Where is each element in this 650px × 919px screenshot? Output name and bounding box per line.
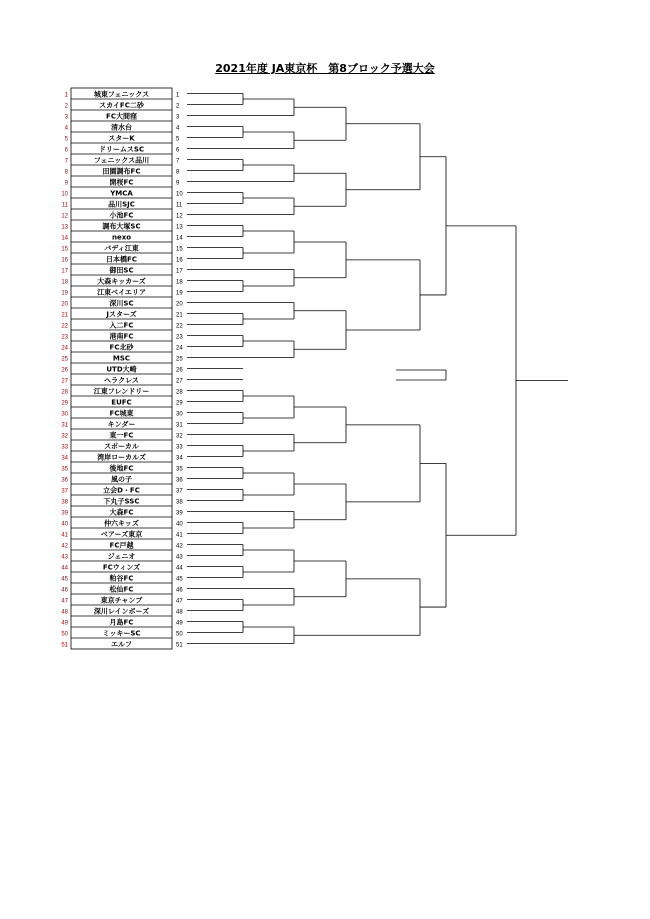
- team-number-left: 1: [64, 92, 68, 99]
- team-name: 品川SJC: [108, 200, 135, 209]
- team-number-right: 48: [176, 609, 183, 616]
- team-number-right: 14: [176, 235, 183, 242]
- team-number-right: 10: [176, 191, 183, 198]
- team-name: スポーカル: [104, 442, 139, 451]
- team-number-left: 22: [61, 323, 68, 330]
- team-name: 江東ベイエリア: [97, 288, 146, 297]
- team-number-left: 51: [61, 642, 68, 649]
- team-number-right: 38: [176, 499, 183, 506]
- team-name: ドリームスSC: [98, 145, 145, 154]
- team-number-left: 5: [64, 136, 68, 143]
- team-number-right: 40: [176, 521, 183, 528]
- team-name: スカイFC二砂: [99, 101, 144, 110]
- team-name: EUFC: [111, 398, 132, 407]
- team-number-left: 29: [61, 400, 68, 407]
- team-name: 田園調布FC: [102, 167, 141, 176]
- team-number-right: 30: [176, 411, 183, 418]
- team-number-right: 23: [176, 334, 183, 341]
- team-name: 開桜FC: [109, 178, 134, 187]
- team-number-left: 50: [61, 631, 68, 638]
- team-number-right: 37: [176, 488, 183, 495]
- team-number-right: 4: [176, 125, 180, 132]
- team-name: ミッキーSC: [102, 629, 141, 638]
- team-number-left: 17: [61, 268, 68, 275]
- team-number-left: 12: [61, 213, 68, 220]
- team-number-left: 36: [61, 477, 68, 484]
- team-number-left: 27: [61, 378, 68, 385]
- team-number-left: 30: [61, 411, 68, 418]
- team-number-right: 16: [176, 257, 183, 264]
- team-number-right: 51: [176, 642, 183, 649]
- page-title: 2021年度 JA東京杯 第8ブロック予選大会: [215, 62, 435, 75]
- team-number-right: 20: [176, 301, 183, 308]
- team-name: スターK: [108, 134, 135, 143]
- team-name: 東一FC: [109, 431, 134, 440]
- team-number-right: 9: [176, 180, 180, 187]
- team-name: 仲六キッズ: [104, 519, 139, 528]
- team-number-left: 42: [61, 543, 68, 550]
- team-number-left: 16: [61, 257, 68, 264]
- team-name: 港南FC: [109, 332, 134, 341]
- team-number-right: 33: [176, 444, 183, 451]
- team-name: 松仙FC: [109, 585, 134, 594]
- team-name: キンダー: [107, 420, 136, 429]
- team-number-left: 19: [61, 290, 68, 297]
- team-number-right: 41: [176, 532, 183, 539]
- team-number-right: 3: [176, 114, 180, 121]
- team-number-right: 49: [176, 620, 183, 627]
- team-number-right: 27: [176, 378, 183, 385]
- team-number-left: 11: [61, 202, 68, 209]
- team-number-left: 47: [61, 598, 68, 605]
- team-number-right: 21: [176, 312, 183, 319]
- team-number-right: 44: [176, 565, 183, 572]
- team-number-right: 1: [176, 92, 180, 99]
- team-number-left: 34: [61, 455, 68, 462]
- team-name: 立会D・FC: [103, 486, 140, 495]
- team-name: エルフ: [111, 640, 132, 649]
- team-number-left: 7: [64, 158, 68, 165]
- team-number-left: 48: [61, 609, 68, 616]
- team-name: nexo: [111, 233, 132, 242]
- team-name: 下丸子SSC: [103, 497, 140, 506]
- team-number-left: 9: [64, 180, 68, 187]
- team-name: YMCA: [110, 189, 133, 198]
- team-number-left: 31: [61, 422, 68, 429]
- team-name: 調布大塚SC: [102, 222, 141, 231]
- team-number-left: 37: [61, 488, 68, 495]
- team-name: 江東フレンドリー: [93, 387, 150, 396]
- team-name: 城東フェニックス: [93, 90, 150, 99]
- team-number-right: 25: [176, 356, 183, 363]
- team-number-right: 8: [176, 169, 180, 176]
- team-name: 湾岸ローカルズ: [97, 453, 146, 462]
- team-number-right: 13: [176, 224, 183, 231]
- team-name: 清水台: [111, 123, 132, 132]
- team-name: FC戸越: [109, 541, 134, 550]
- team-number-left: 35: [61, 466, 68, 473]
- team-number-right: 29: [176, 400, 183, 407]
- team-number-left: 49: [61, 620, 68, 627]
- team-number-right: 6: [176, 147, 180, 154]
- team-name: FC北砂: [109, 343, 134, 352]
- team-number-left: 3: [64, 114, 68, 121]
- team-number-left: 24: [61, 345, 68, 352]
- team-name: 御田SC: [109, 266, 134, 275]
- team-number-left: 46: [61, 587, 68, 594]
- team-number-left: 25: [61, 356, 68, 363]
- team-number-right: 46: [176, 587, 183, 594]
- team-number-right: 45: [176, 576, 183, 583]
- team-name: 風の子: [111, 475, 132, 484]
- team-number-left: 38: [61, 499, 68, 506]
- team-number-left: 41: [61, 532, 68, 539]
- team-name: 日本橋FC: [106, 255, 137, 264]
- team-number-right: 50: [176, 631, 183, 638]
- team-number-left: 23: [61, 334, 68, 341]
- team-number-left: 32: [61, 433, 68, 440]
- team-number-left: 45: [61, 576, 68, 583]
- team-number-left: 2: [64, 103, 68, 110]
- team-name: ヘラクレス: [104, 376, 139, 385]
- team-name: 東京チャンプ: [100, 596, 143, 605]
- team-number-left: 14: [61, 235, 68, 242]
- team-number-right: 15: [176, 246, 183, 253]
- team-number-left: 10: [61, 191, 68, 198]
- team-number-right: 28: [176, 389, 183, 396]
- team-number-left: 43: [61, 554, 68, 561]
- team-name: 大森FC: [109, 508, 134, 517]
- team-name: Jスターズ: [106, 310, 137, 319]
- team-number-right: 5: [176, 136, 180, 143]
- team-number-left: 18: [61, 279, 68, 286]
- team-number-left: 28: [61, 389, 68, 396]
- team-number-right: 42: [176, 543, 183, 550]
- team-number-left: 6: [64, 147, 68, 154]
- team-number-right: 43: [176, 554, 183, 561]
- team-number-left: 40: [61, 521, 68, 528]
- team-number-right: 26: [176, 367, 183, 374]
- team-name: フェニックス品川: [93, 156, 150, 165]
- team-number-left: 33: [61, 444, 68, 451]
- team-number-right: 2: [176, 103, 180, 110]
- team-name: FCウィンズ: [102, 563, 141, 572]
- team-name: 月島FC: [109, 618, 134, 627]
- team-number-right: 18: [176, 279, 183, 286]
- team-number-left: 44: [61, 565, 68, 572]
- team-name: FC城東: [109, 409, 134, 418]
- team-name: 深川SC: [109, 299, 134, 308]
- team-number-left: 26: [61, 367, 68, 374]
- team-number-left: 21: [61, 312, 68, 319]
- team-number-left: 20: [61, 301, 68, 308]
- team-number-left: 39: [61, 510, 68, 517]
- team-number-right: 24: [176, 345, 183, 352]
- team-name: 深川レインボーズ: [93, 607, 150, 616]
- team-number-right: 31: [176, 422, 183, 429]
- team-number-right: 34: [176, 455, 183, 462]
- team-name: 入二FC: [109, 321, 134, 330]
- team-name: ジェニオ: [107, 552, 136, 561]
- team-name: バディ江東: [104, 244, 139, 253]
- team-number-right: 12: [176, 213, 183, 220]
- team-number-right: 19: [176, 290, 183, 297]
- team-number-right: 32: [176, 433, 183, 440]
- team-name: 大森キッカーズ: [97, 277, 146, 286]
- team-number-right: 7: [176, 158, 180, 165]
- team-number-left: 8: [64, 169, 68, 176]
- team-number-right: 35: [176, 466, 183, 473]
- team-name: MSC: [112, 354, 131, 363]
- team-number-right: 22: [176, 323, 183, 330]
- team-number-right: 17: [176, 268, 183, 275]
- team-number-right: 39: [176, 510, 183, 517]
- team-number-right: 47: [176, 598, 183, 605]
- team-name: 後地FC: [109, 464, 134, 473]
- team-name: 小池FC: [109, 211, 134, 220]
- team-number-left: 15: [61, 246, 68, 253]
- team-number-right: 11: [176, 202, 183, 209]
- team-name: FC大間窪: [106, 112, 137, 121]
- team-number-right: 36: [176, 477, 183, 484]
- team-name: 粕谷FC: [109, 574, 134, 583]
- team-name: UTD大崎: [106, 365, 137, 374]
- team-number-left: 4: [64, 125, 68, 132]
- team-name: ベアーズ東京: [100, 530, 143, 539]
- team-number-left: 13: [61, 224, 68, 231]
